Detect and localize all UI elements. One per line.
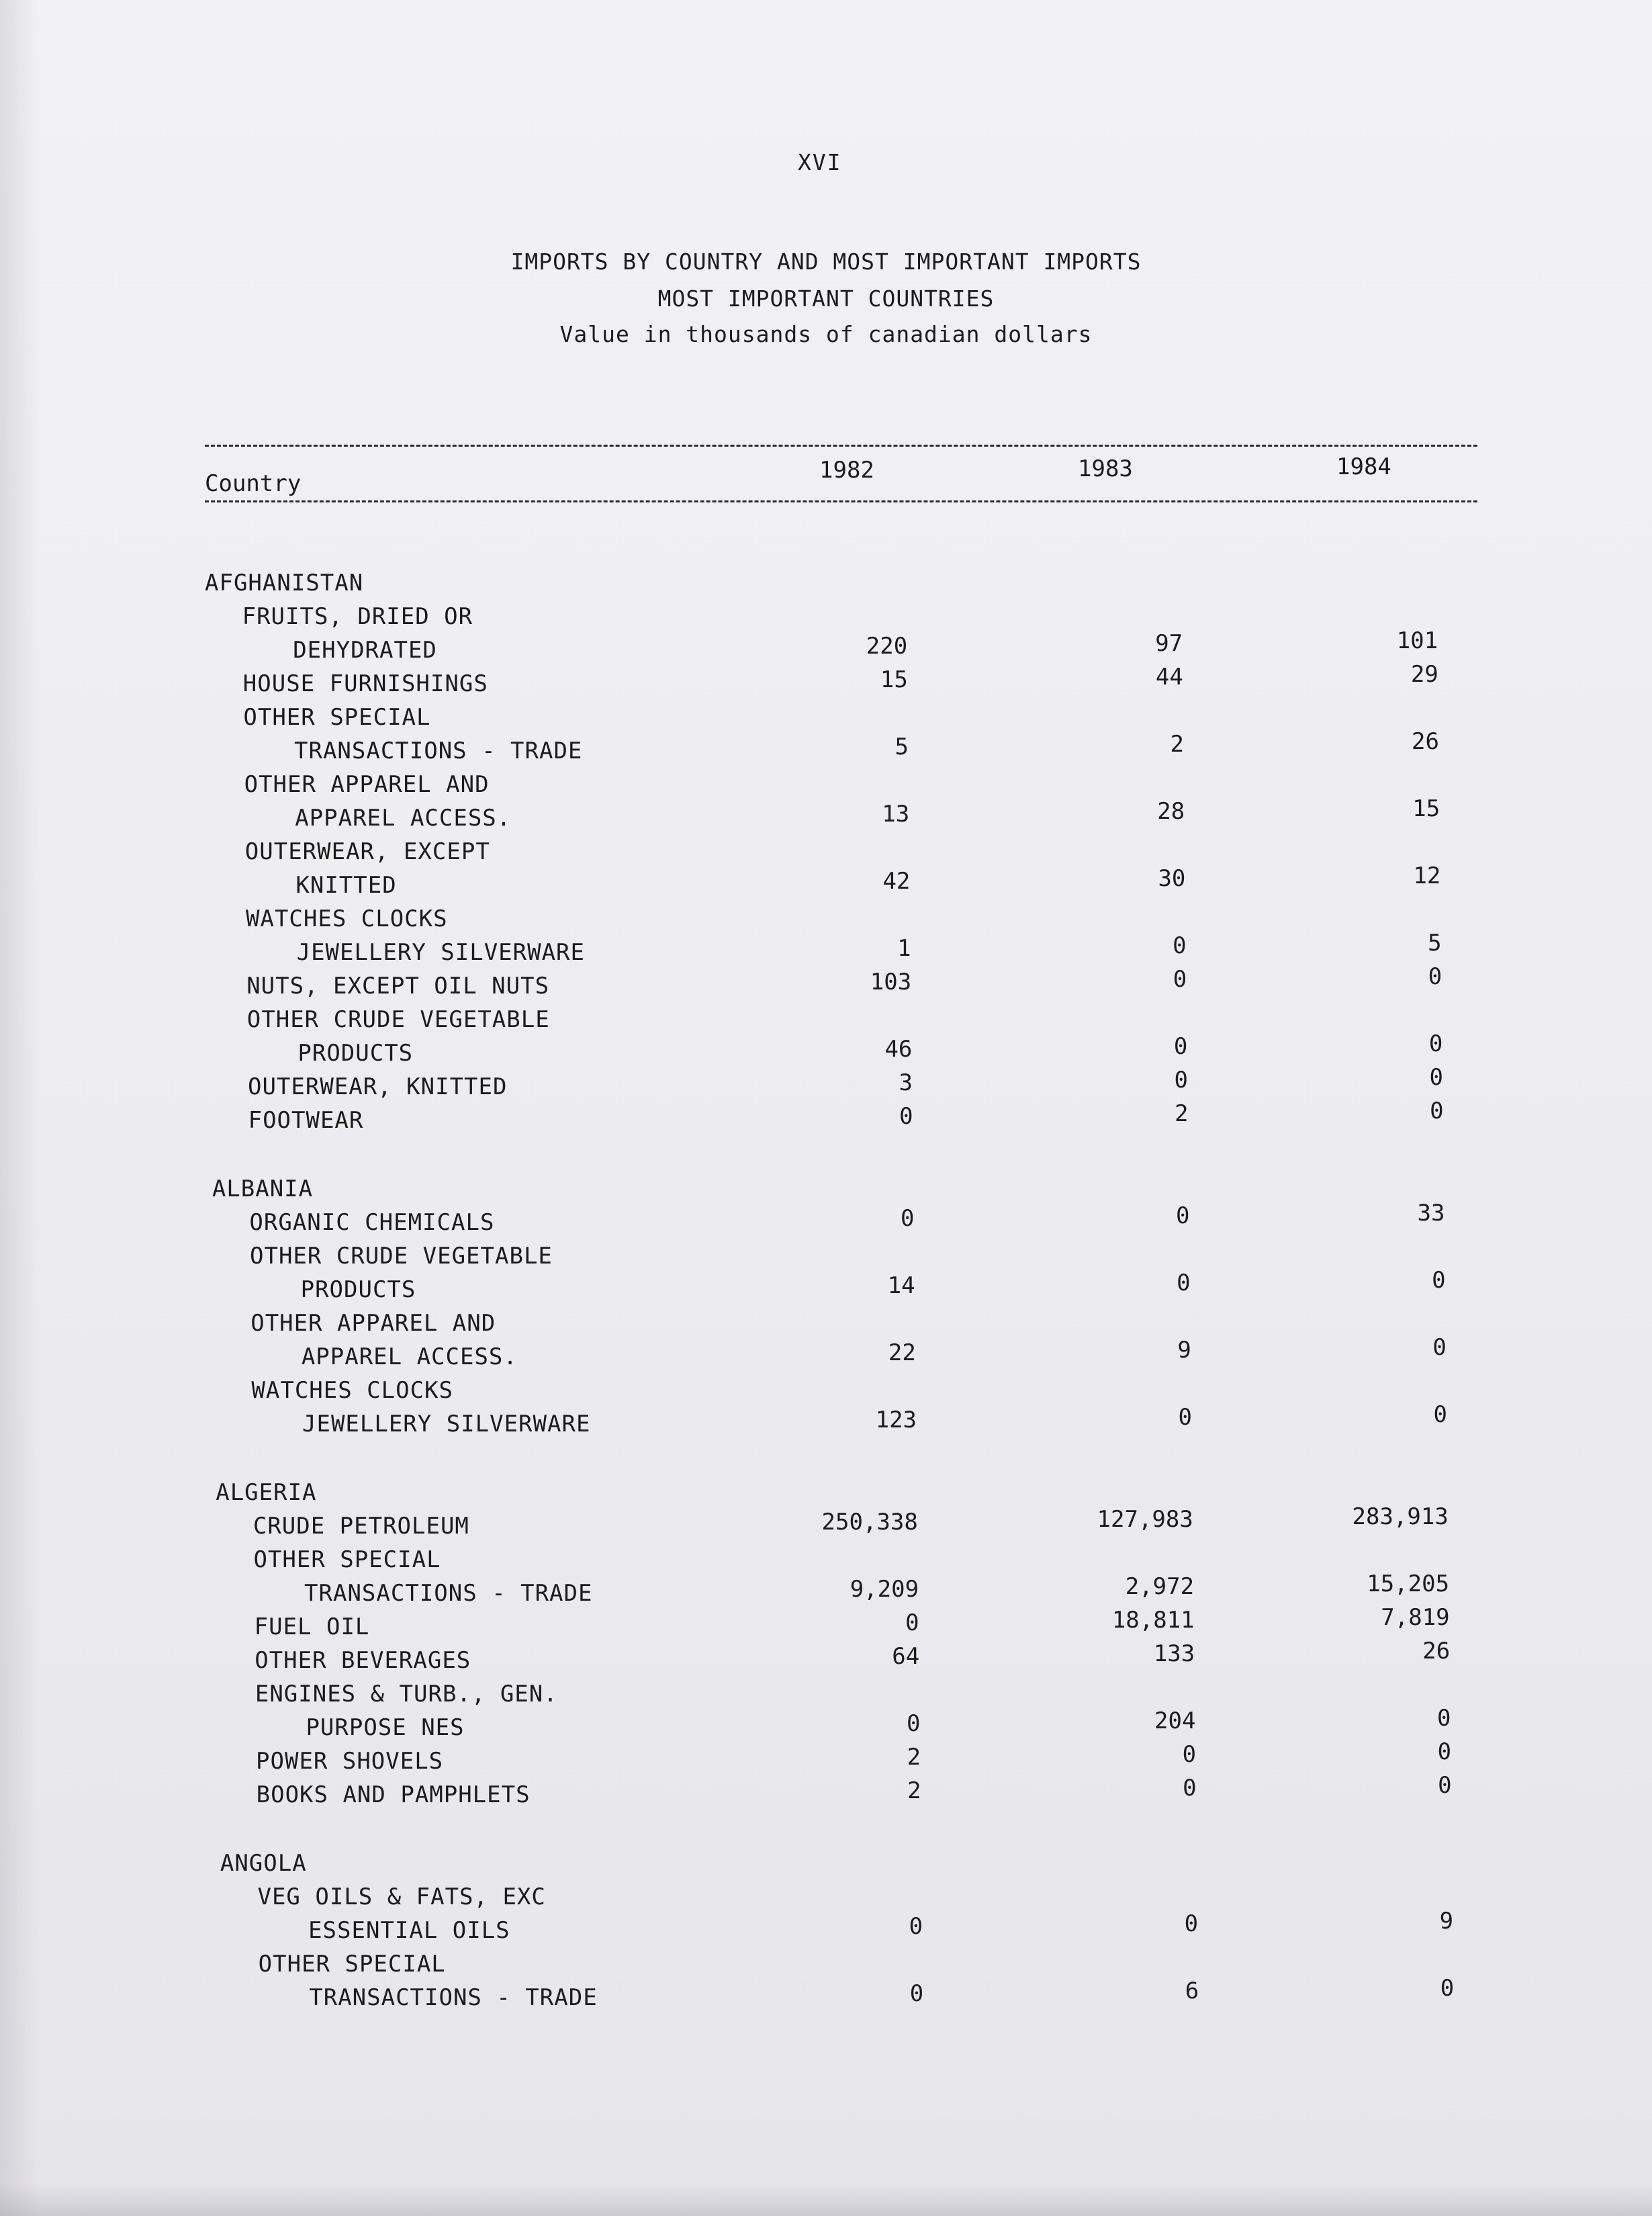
country-name: ALGERIA [216,1479,317,1506]
item-label: OTHER APPAREL AND [250,1310,496,1337]
table-cell-1984: 15 [1412,795,1440,822]
table-cell-1983: 0 [1173,966,1187,993]
item-label: FRUITS, DRIED OR [242,603,473,630]
table-cell-1982: 64 [892,1643,920,1670]
table-cell-1984: 9 [1439,1908,1454,1935]
table-cell-1983: 0 [1184,1910,1199,1937]
table-cell-1984: 33 [1417,1200,1445,1227]
table-cell-1983: 0 [1173,1033,1188,1060]
page-bottom-edge [0,2183,1652,2216]
item-label: OTHER SPECIAL [253,1546,441,1573]
table-cell-1983: 2 [1175,1100,1189,1127]
table-cell-1983: 0 [1177,1270,1191,1296]
table-cell-1983: 0 [1175,1202,1190,1229]
table-cell-1984: 0 [1428,1030,1443,1057]
country-name: ANGOLA [220,1850,307,1877]
table-cell-1984: 7,819 [1381,1604,1450,1631]
item-label: FOOTWEAR [248,1107,364,1134]
table-cell-1982: 13 [882,801,910,828]
table-cell-1982: 22 [888,1339,916,1366]
table-cell-1982: 0 [906,1710,921,1737]
item-label: TRANSACTIONS - TRADE [309,1984,598,2011]
table-cell-1983: 97 [1155,630,1183,657]
table-cell-1984: 12 [1413,862,1441,889]
item-label: APPAREL ACCESS. [301,1343,518,1370]
table-cell-1983: 28 [1157,798,1185,825]
table-cell-1984: 26 [1412,728,1439,755]
table-cell-1982: 2 [907,1777,921,1804]
table-cell-1982: 220 [866,633,908,660]
item-label: OUTERWEAR, EXCEPT [244,838,490,865]
table-cell-1982: 250,338 [821,1509,918,1536]
column-header-country: Country [205,470,302,497]
item-label: OTHER CRUDE VEGETABLE [250,1243,553,1270]
table-cell-1984: 0 [1430,1098,1444,1124]
table-cell-1983: 0 [1178,1404,1193,1431]
item-label: CRUDE PETROLEUM [253,1513,469,1540]
table-cell-1982: 0 [899,1103,913,1130]
table-cell-1984: 0 [1438,1772,1452,1799]
title-line-1: IMPORTS BY COUNTRY AND MOST IMPORTANT IMPORTS [510,249,1142,275]
item-label: OTHER BEVERAGES [255,1647,471,1674]
table-cell-1984: 15,205 [1367,1570,1450,1597]
table-cell-1983: 0 [1182,1741,1197,1768]
item-label: HOUSE FURNISHINGS [242,670,488,697]
table-cell-1984: 26 [1422,1638,1451,1665]
table-cell-1984: 101 [1396,627,1438,654]
table-cell-1982: 3 [899,1069,913,1096]
table-cell-1982: 0 [909,1913,923,1940]
table-cell-1982: 46 [884,1036,913,1063]
table-cell-1982: 42 [882,868,911,895]
table-cell-1984: 283,913 [1352,1503,1449,1530]
title-line-3: Value in thousands of canadian dollars [559,321,1093,347]
item-label: ORGANIC CHEMICALS [249,1209,495,1236]
table-cell-1983: 0 [1173,932,1187,959]
item-label: ENGINES & TURB., GEN. [255,1681,558,1708]
item-label: OUTERWEAR, KNITTED [248,1073,508,1100]
item-label: OTHER SPECIAL [243,704,431,731]
item-label: DEHYDRATED [293,637,437,664]
table-cell-1984: 0 [1433,1401,1448,1428]
item-label: APPAREL ACCESS. [295,805,512,832]
table-cell-1982: 2 [907,1744,921,1771]
table-cell-1983: 133 [1153,1640,1195,1667]
item-label: TRANSACTIONS - TRADE [304,1580,593,1607]
table-cell-1983: 127,983 [1097,1506,1193,1533]
table-cell-1983: 0 [1183,1775,1197,1802]
table-cell-1984: 5 [1428,930,1442,957]
title-line-2: MOST IMPORTANT COUNTRIES [657,285,995,312]
table-cell-1983: 2 [1170,731,1184,758]
page-number: XVI [798,149,842,175]
item-label: BOOKS AND PAMPHLETS [256,1781,531,1808]
item-label: FUEL OIL [254,1613,370,1640]
header-rule-bottom [205,500,1477,502]
item-label: TRANSACTIONS - TRADE [294,738,583,764]
table-cell-1984: 29 [1410,661,1438,688]
country-name: ALBANIA [212,1176,314,1202]
table-cell-1983: 6 [1185,1978,1199,2004]
item-label: POWER SHOVELS [256,1748,444,1775]
item-label: PRODUCTS [297,1040,414,1067]
header-rule-top [205,445,1477,447]
column-header-1984: 1984 [1336,453,1391,480]
item-label: OTHER SPECIAL [258,1951,446,1978]
table-cell-1983: 18,811 [1111,1607,1195,1634]
table-cell-1984: 0 [1437,1738,1452,1765]
country-name: AFGHANISTAN [205,570,364,596]
table-cell-1982: 15 [880,666,908,693]
item-label: JEWELLERY SILVERWARE [296,939,585,966]
table-cell-1983: 44 [1155,664,1183,691]
table-cell-1984: 0 [1428,963,1442,990]
table-cell-1982: 0 [905,1609,919,1636]
table-cell-1982: 0 [900,1205,915,1232]
item-label: NUTS, EXCEPT OIL NUTS [246,973,550,1000]
table-cell-1983: 0 [1174,1067,1188,1094]
item-label: OTHER CRUDE VEGETABLE [246,1006,550,1033]
table-cell-1982: 123 [875,1407,917,1433]
item-label: PURPOSE NES [306,1714,465,1741]
item-label: KNITTED [295,872,397,899]
table-cell-1984: 0 [1440,1975,1455,2002]
item-label: WATCHES CLOCKS [251,1377,453,1404]
item-label: JEWELLERY SILVERWARE [302,1411,591,1437]
table-cell-1984: 0 [1432,1267,1446,1294]
column-header-1983: 1983 [1078,455,1133,482]
table-cell-1984: 0 [1436,1705,1451,1732]
table-cell-1983: 204 [1154,1708,1196,1734]
item-label: VEG OILS & FATS, EXC [257,1883,546,1910]
item-label: WATCHES CLOCKS [246,905,448,932]
table-cell-1982: 5 [894,734,909,760]
table-cell-1983: 9 [1177,1337,1191,1364]
table-cell-1982: 1 [897,935,911,962]
table-cell-1982: 103 [870,969,912,995]
item-label: OTHER APPAREL AND [244,771,490,798]
table-cell-1983: 30 [1158,865,1186,892]
table-cell-1983: 2,972 [1125,1573,1195,1600]
table-cell-1982: 14 [887,1272,915,1299]
table-cell-1982: 0 [909,1980,924,2007]
column-header-1982: 1982 [819,457,874,484]
item-label: ESSENTIAL OILS [308,1917,510,1944]
table-cell-1984: 0 [1429,1064,1443,1091]
table-cell-1984: 0 [1432,1334,1447,1361]
item-label: PRODUCTS [300,1276,416,1303]
table-cell-1982: 9,209 [850,1576,919,1603]
